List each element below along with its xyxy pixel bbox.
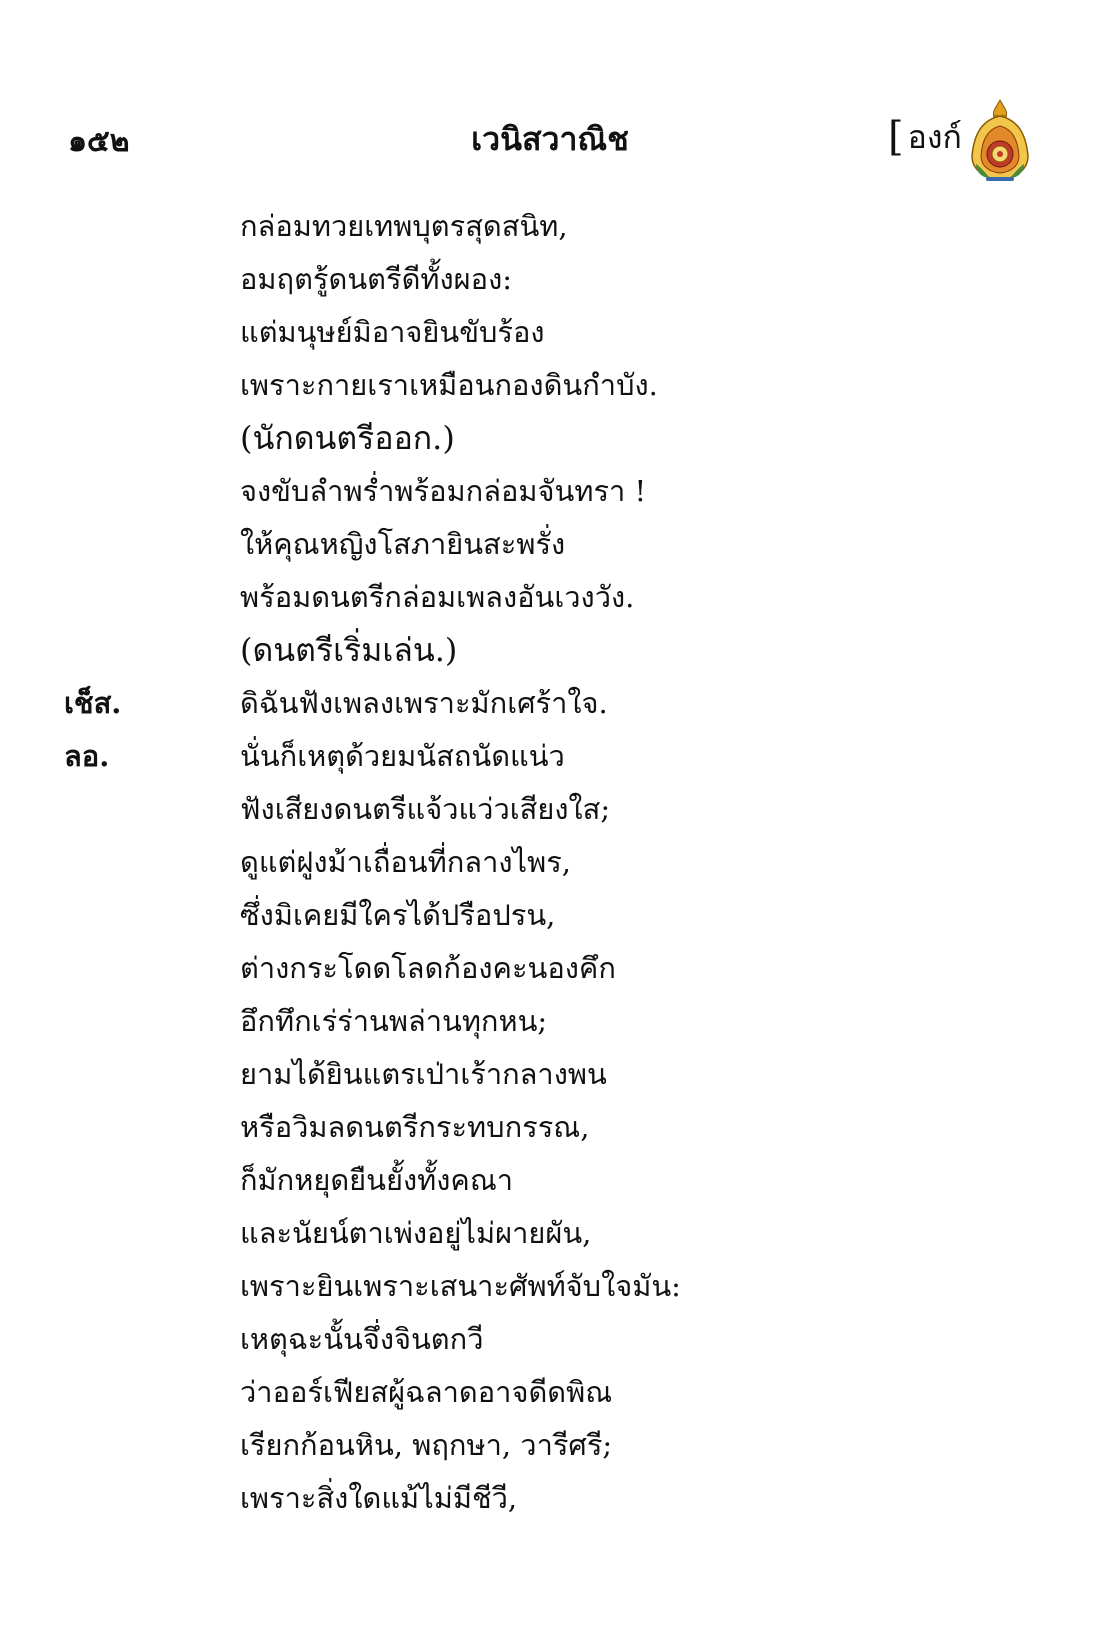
verse-text: เหตุฉะนั้นจึ่งจินตกวี xyxy=(240,1322,484,1356)
text-line xyxy=(0,1313,1100,1366)
verse-text: ว่าออร์เฟียสผู้ฉลาดอาจดีดพิณ xyxy=(240,1375,613,1409)
text-line xyxy=(0,889,1100,942)
text-line xyxy=(0,1154,1100,1207)
text-line xyxy=(0,1260,1100,1313)
royal-emblem-icon xyxy=(968,98,1032,182)
text-line xyxy=(0,518,1100,571)
verse-text: กล่อมทวยเทพบุตรสุดสนิท, xyxy=(240,209,568,243)
page-number: ๑๕๒ xyxy=(68,124,130,159)
verse-text: นั่นก็เหตุด้วยมนัสถนัดแน่ว xyxy=(240,739,565,773)
text-line xyxy=(0,200,1100,253)
verse-text: อึกทึกเร่ร่านพล่านทุกหน; xyxy=(240,1004,548,1038)
verse-text: ฟังเสียงดนตรีแจ้วแว่วเสียงใส; xyxy=(240,792,611,826)
verse-text: (นักดนตรีออก.) xyxy=(240,419,455,457)
section-label: องก์ xyxy=(907,118,962,156)
verse-text: ซึ่งมิเคยมีใครได้ปรือปรน, xyxy=(240,898,556,932)
text-line xyxy=(0,359,1100,412)
text-line xyxy=(0,253,1100,306)
stage-direction-line xyxy=(0,412,1100,465)
verse-lines xyxy=(0,200,1100,1525)
text-line xyxy=(0,1366,1100,1419)
verse-text: ดิฉันฟังเพลงเพราะมักเศร้าใจ. xyxy=(240,686,608,720)
text-line xyxy=(0,306,1100,359)
text-line xyxy=(0,1101,1100,1154)
verse-text: อมฤตรู้ดนตรีดีทั้งผอง: xyxy=(240,262,513,296)
speaker-label: เช็ส. xyxy=(64,686,122,720)
section-bracket: [ xyxy=(888,114,904,160)
text-line xyxy=(0,1048,1100,1101)
running-title: เวนิสวาณิช xyxy=(471,120,629,158)
text-line xyxy=(0,730,1100,783)
text-line xyxy=(0,677,1100,730)
text-line xyxy=(0,1419,1100,1472)
text-line xyxy=(0,836,1100,889)
text-line xyxy=(0,783,1100,836)
verse-text: ยามได้ยินแตรเป่าเร้ากลางพน xyxy=(240,1057,607,1091)
verse-text: และนัยน์ตาเพ่งอยู่ไม่ผายผัน, xyxy=(240,1216,592,1250)
speaker-label: ลอ. xyxy=(64,739,110,773)
verse-text: ให้คุณหญิงโสภายินสะพรั่ง xyxy=(240,527,566,561)
verse-text: เพราะกายเราเหมือนกองดินกำบัง. xyxy=(240,368,658,402)
verse-text: แต่มนุษย์มิอาจยินขับร้อง xyxy=(240,315,545,349)
text-line xyxy=(0,1207,1100,1260)
verse-text: หรือวิมลดนตรีกระทบกรรณ, xyxy=(240,1110,590,1144)
verse-text: พร้อมดนตรีกล่อมเพลงอันเวงวัง. xyxy=(240,580,635,614)
verse-text: เพราะยินเพราะเสนาะศัพท์จับใจมัน: xyxy=(240,1269,681,1303)
verse-text: เพราะสิ่งใดแม้ไม่มีชีวี, xyxy=(240,1481,518,1515)
verse-text: ดูแต่ฝูงม้าเถื่อนที่กลางไพร, xyxy=(240,845,572,879)
text-line xyxy=(0,995,1100,1048)
text-line xyxy=(0,1472,1100,1525)
text-line xyxy=(0,571,1100,624)
stage-direction-line xyxy=(0,624,1100,677)
section-marker xyxy=(888,114,962,160)
verse-text: ก็มักหยุดยืนยั้งทั้งคณา xyxy=(240,1163,514,1197)
verse-text: (ดนตรีเริ่มเล่น.) xyxy=(240,631,458,669)
verse-text: จงขับลำพร่ำพร้อมกล่อมจันทรา ! xyxy=(240,474,647,508)
verse-text: ต่างกระโดดโลดก้องคะนองคึก xyxy=(240,951,616,985)
verse-text: เรียกก้อนหิน, พฤกษา, วารีศรี; xyxy=(240,1428,613,1462)
text-line xyxy=(0,465,1100,518)
text-line xyxy=(0,942,1100,995)
